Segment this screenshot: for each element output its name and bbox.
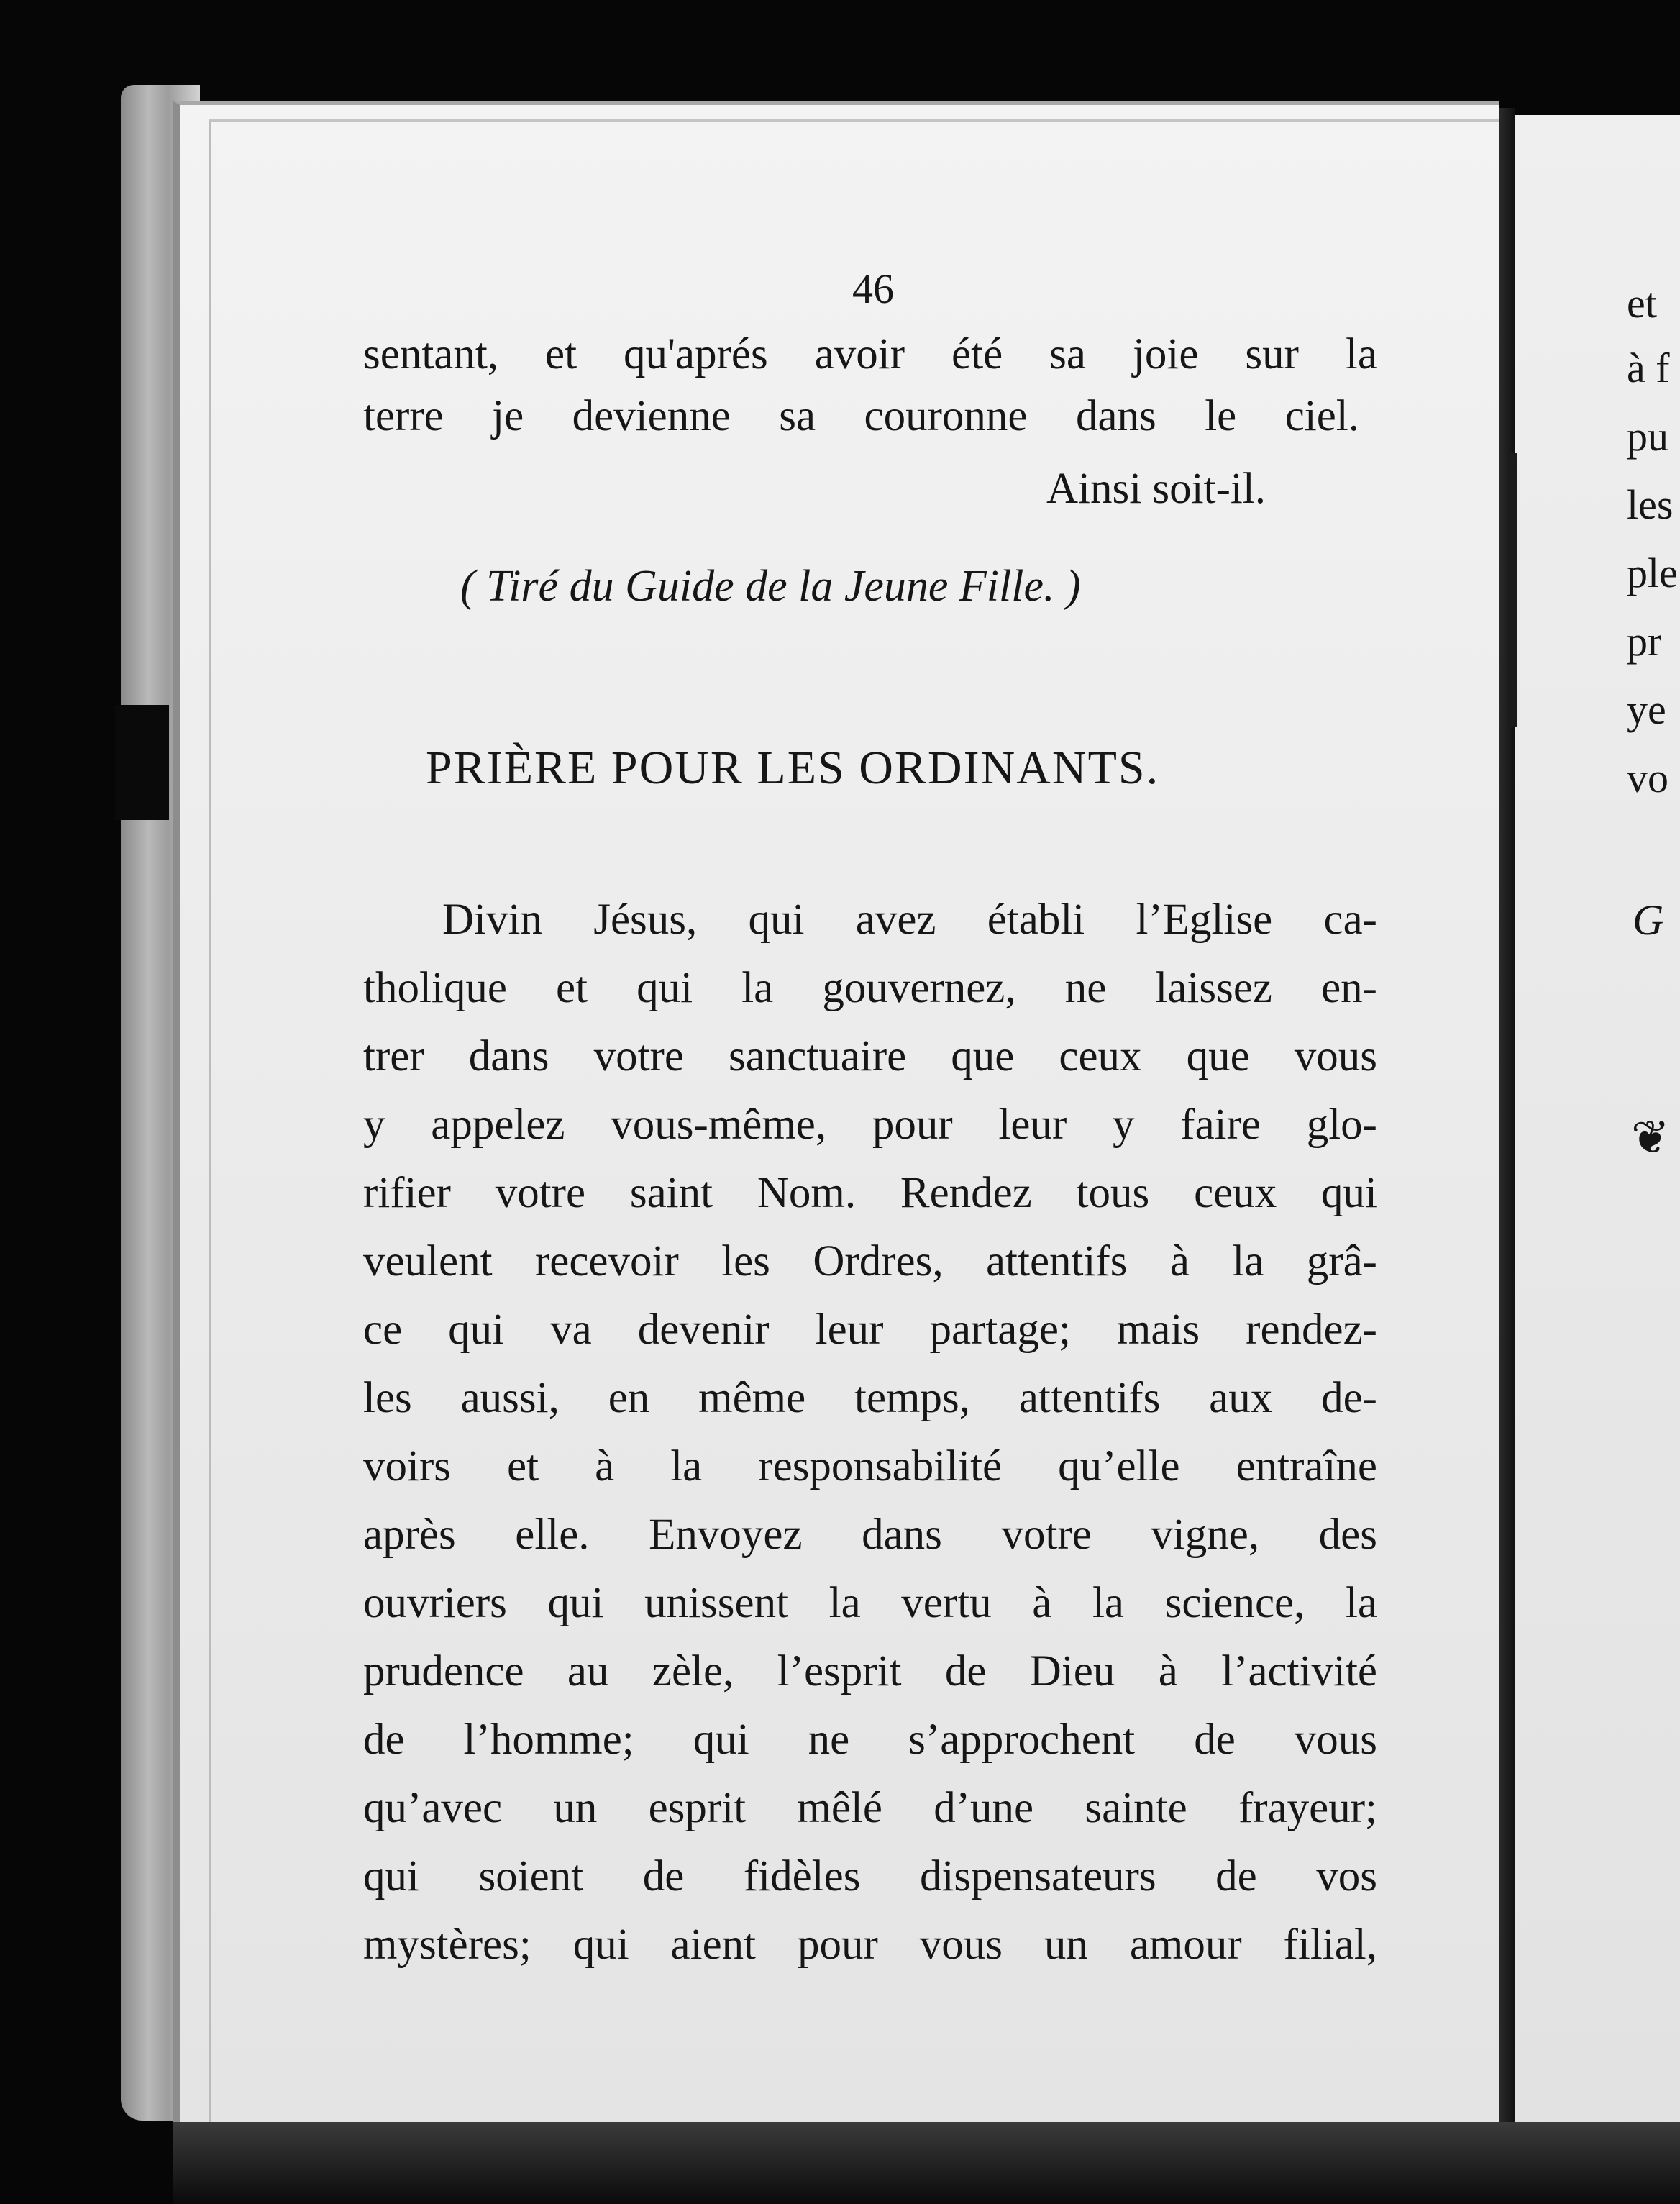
right-page-fragment: vo	[1627, 755, 1668, 801]
page-number: 46	[852, 265, 894, 312]
right-page-fragment: à f	[1627, 345, 1670, 391]
right-page-fragment: ple	[1627, 550, 1678, 596]
body-line: les aussi, en même temps, attentifs aux de-	[363, 1374, 1377, 1422]
body-line: voirs et à la responsabilité qu’elle entraîne	[363, 1442, 1377, 1490]
body-line: ce qui va devenir leur partage; mais rendez-	[363, 1306, 1377, 1354]
section-title: PRIÈRE POUR LES ORDINANTS.	[426, 742, 1160, 794]
right-page-fragment: ye	[1627, 686, 1666, 733]
body-line: prudence au zèle, l’esprit de Dieu à l’activité	[363, 1647, 1377, 1695]
body-line: rifier votre saint Nom. Rendez tous ceux qui	[363, 1169, 1377, 1217]
body-line: après elle. Envoyez dans votre vigne, des	[363, 1511, 1377, 1559]
body-line: qu’avec un esprit mêlé d’une sainte frayeur;	[363, 1784, 1377, 1832]
ornament-icon: ❦	[1631, 1112, 1670, 1163]
book-gutter	[1499, 108, 1515, 2136]
right-page-fragment: les	[1627, 481, 1674, 528]
right-page-italic-fragment: G	[1633, 896, 1664, 944]
binding-clip	[115, 705, 169, 820]
right-page-fragment: pu	[1627, 413, 1668, 460]
body-line: Divin Jésus, qui avez établi l’Eglise ca-	[442, 896, 1377, 944]
top-line: sentant, et qu'aprés avoir été sa joie sur la	[363, 330, 1377, 378]
body-line: veulent recevoir les Ordres, attentifs à la grâ-	[363, 1237, 1377, 1285]
source-credit: ( Tiré du Guide de la Jeune Fille. )	[460, 562, 1081, 611]
body-line: de l’homme; qui ne s’approchent de vous	[363, 1716, 1377, 1764]
body-line: trer dans votre sanctuaire que ceux que vous	[363, 1032, 1377, 1080]
page-fold-shadow	[1507, 453, 1517, 727]
body-line: tholique et qui la gouvernez, ne laissez en-	[363, 964, 1377, 1012]
right-page-fragment: pr	[1627, 618, 1662, 665]
body-line: qui soient de fidèles dispensateurs de vos	[363, 1852, 1377, 1900]
body-line: y appelez vous-même, pour leur y faire glo-	[363, 1101, 1377, 1149]
body-line: ouvriers qui unissent la vertu à la science, la	[363, 1579, 1377, 1627]
bottom-shadow	[173, 2122, 1680, 2204]
top-line: terre je devienne sa couronne dans le ciel.	[363, 392, 1359, 440]
body-line: mystères; qui aient pour vous un amour filial,	[363, 1921, 1377, 1969]
signoff: Ainsi soit-il.	[1046, 465, 1266, 513]
right-page-fragment: et	[1627, 280, 1657, 327]
